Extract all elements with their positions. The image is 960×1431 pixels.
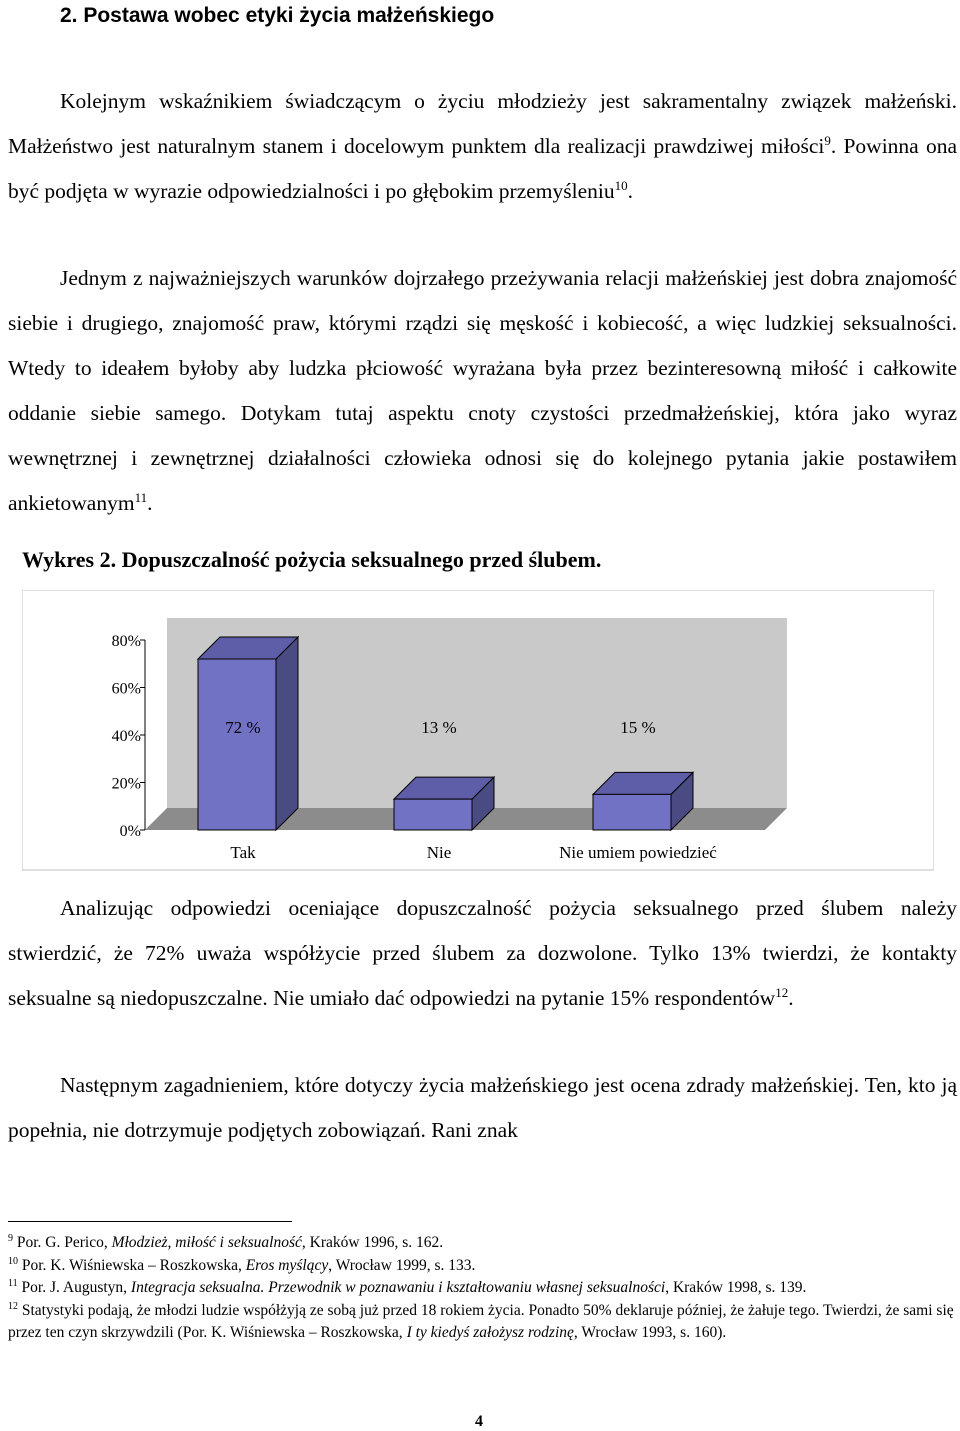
section-heading: 2. Postawa wobec etyki życia małżeńskiego	[60, 4, 495, 27]
paragraph-1-text-c: .	[627, 179, 633, 203]
data-label: 15 %	[620, 718, 656, 737]
figure-title: Wykres 2. Dopuszczalność pożycia seksualnego przed ślubem.	[22, 547, 602, 572]
bar-side	[276, 637, 298, 830]
footnote-ref-9[interactable]: 9	[824, 132, 831, 148]
paragraph-2	[8, 256, 957, 526]
paragraph-3	[8, 886, 957, 1021]
footnote-number: 11	[8, 1277, 18, 1289]
bar-1	[198, 637, 298, 830]
bar-front	[198, 659, 276, 830]
footnote-book-title: I ty kiedyś założysz rodzinę	[406, 1324, 574, 1341]
footnote-book-title: Młodzież, miłość i seksualność	[111, 1234, 302, 1251]
footnote-text: Por. G. Perico,	[13, 1234, 112, 1251]
footnote-separator	[8, 1221, 292, 1222]
y-tick-label: 0%	[119, 823, 141, 840]
bar-front	[394, 799, 472, 830]
y-tick-label: 60%	[111, 680, 141, 698]
footnote-book-title: Eros myślący	[245, 1256, 329, 1274]
paragraph-3-text-a: Analizując odpowiedzi oceniające dopuszczalność pożycia seksualnego przed ślubem należy stwierdzić, że 72% uważa współżycie przed ślubem za dozwolone. Tylko 13% twierdzi, że kontakty seksualne są niedopuszczalne. Nie umiało dać odpowiedzi na pytanie 15% respondentów	[8, 896, 957, 1010]
footnotes	[8, 1232, 954, 1345]
footnote-number: 9	[8, 1232, 13, 1244]
paragraph-2-text-a: Jednym z najważniejszych warunków dojrzałego przeżywania relacji małżeńskiej jest dobra znajomość siebie i drugiego, znajomość praw, którymi rządzi się męskość i kobiecość, a więc ludzkiej seksualności. Wtedy to ideałem byłoby aby ludzka płciowość wyrażana była przez bezinteresowną miłość i całkowite oddanie siebie samego. Dotykam tutaj aspektu cnoty czystości przedmałżeńskiej, która jako wyraz wewnętrznej i zewnętrznej działalności człowieka odnosi się do kolejnego pytania jakie postawiłem ankietowanym	[8, 266, 957, 515]
footnote-text: Statystyki podają, że młodzi ludzie współżyją ze sobą już przed 18 rokiem życia. Ponadto 50% deklaruje później, że żałuje tego. Twierdzi, że sami się przez ten czyn skrzywdzili (Por. K. Wiśniewska – Roszkowska,	[8, 1301, 954, 1341]
footnote-9	[8, 1232, 954, 1255]
footnote-ref-10[interactable]: 10	[614, 177, 628, 193]
footnote-text: , Wrocław 1999, s. 133.	[328, 1256, 476, 1274]
footnote-text: Por. K. Wiśniewska – Roszkowska,	[18, 1256, 246, 1274]
footnote-text: , Kraków 1996, s. 162.	[301, 1234, 444, 1251]
paragraph-2-text-b: .	[147, 491, 153, 515]
page-number: 4	[475, 1413, 483, 1430]
footnote-ref-11[interactable]: 11	[134, 489, 148, 505]
footnote-11	[8, 1277, 954, 1300]
footnote-text: , Kraków 1998, s. 139.	[665, 1279, 807, 1296]
data-label: 13 %	[421, 718, 457, 737]
footnote-number: 12	[8, 1300, 18, 1312]
footnote-text: Por. J. Augustyn,	[17, 1279, 131, 1296]
paragraph-1-text-a: Kolejnym wskaźnikiem świadczącym o życiu młodzieży jest sakramentalny związek małżeński. Małżeństwo jest naturalnym stanem i docelowym punktem dla realizacji prawdziwej miłości	[8, 89, 957, 158]
paragraph-4: Następnym zagadnieniem, które dotyczy życia małżeńskiego jest ocena zdrady małżeńskiej. Ten, kto ją popełnia, nie dotrzymuje podjętych zobowiązań. Rani znak	[8, 1073, 957, 1142]
x-category-label: Tak	[230, 843, 256, 862]
y-tick-label: 40%	[111, 728, 141, 745]
bar-front	[593, 794, 671, 830]
y-tick-label: 20%	[111, 775, 141, 793]
footnote-10	[8, 1255, 954, 1278]
paragraph-3-text-b: .	[788, 986, 794, 1010]
data-label: 72 %	[225, 718, 261, 737]
bar-chart	[22, 590, 934, 872]
footnote-12	[8, 1300, 954, 1345]
footnote-book-title: Integracja seksualna. Przewodnik w poznawaniu i kształtowaniu własnej seksualności	[130, 1279, 666, 1296]
paragraph-1	[8, 79, 957, 214]
footnote-ref-12[interactable]: 12	[775, 984, 789, 1000]
x-category-label: Nie umiem powiedzieć	[559, 843, 717, 862]
paragraph-1-text-b: . Powinna ona być podjęta w wyrazie odpowiedzialności i po głębokim przemyśleniu	[8, 134, 957, 203]
y-tick-label: 80%	[111, 633, 141, 650]
footnote-text: , Wrocław 1993, s. 160).	[573, 1324, 727, 1341]
x-category-label: Nie	[426, 843, 452, 862]
footnote-number: 10	[8, 1255, 18, 1267]
